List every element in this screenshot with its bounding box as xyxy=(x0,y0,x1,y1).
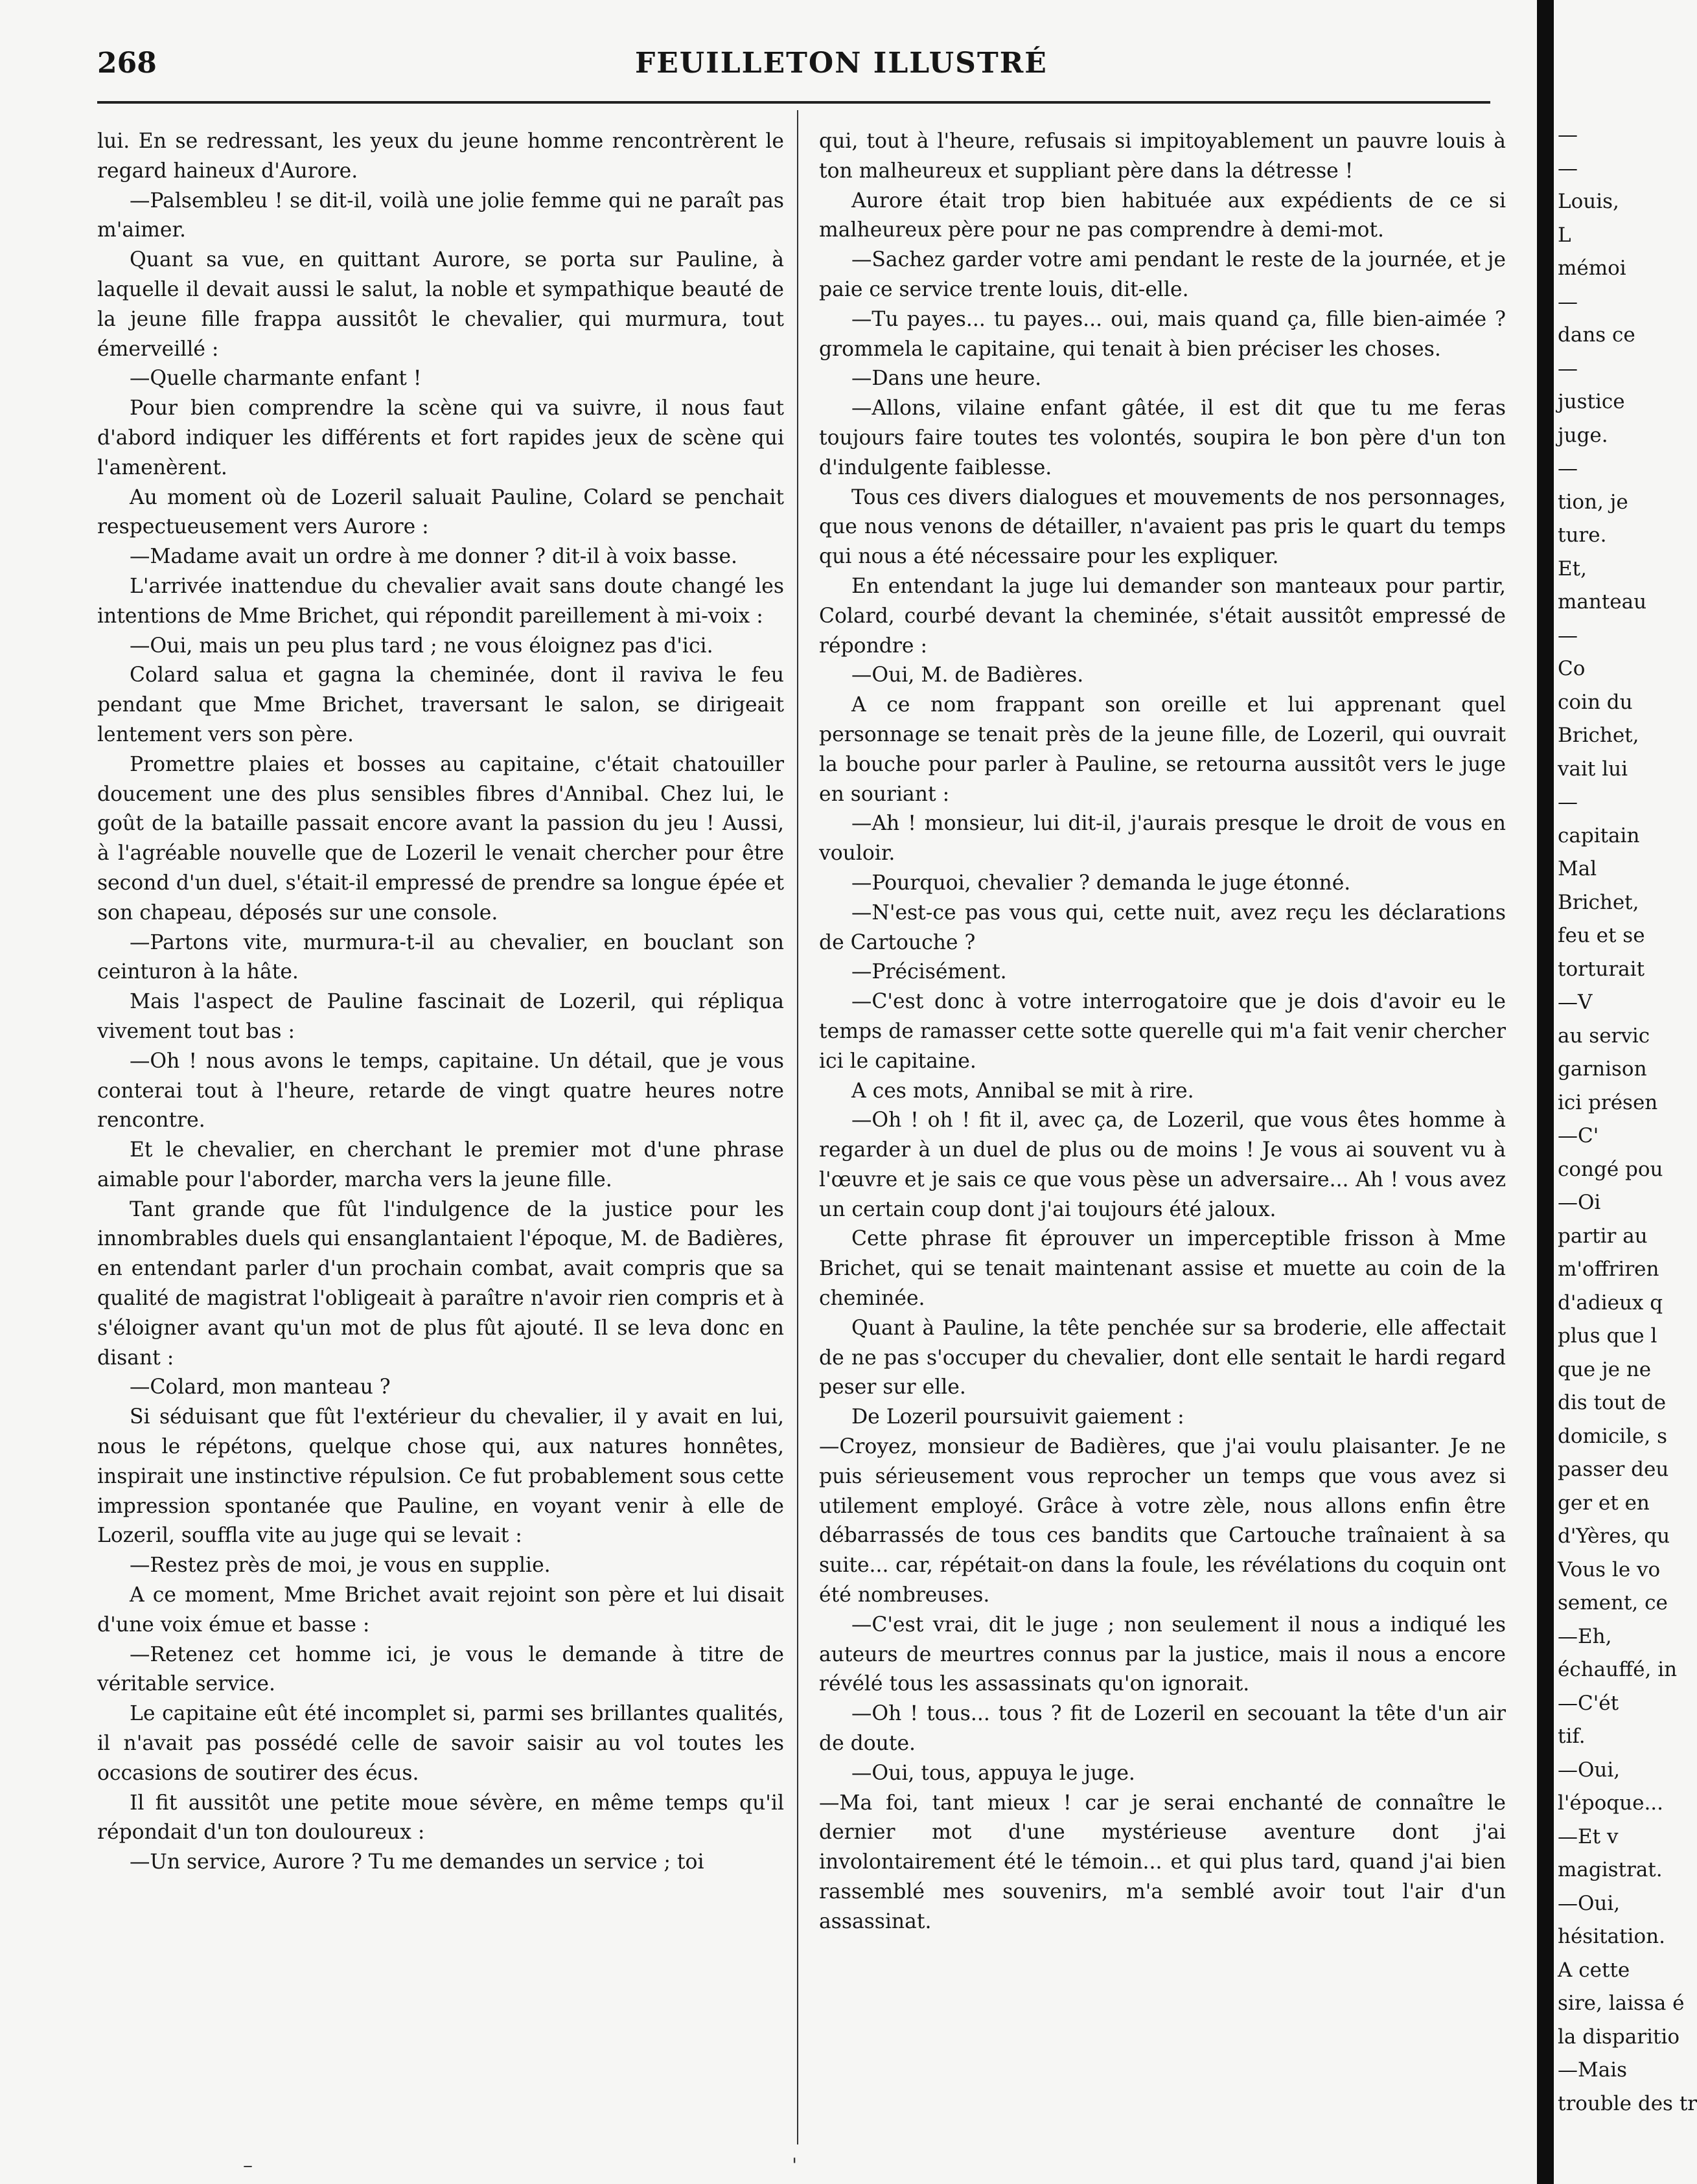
facing-page-fragment: ture. xyxy=(1558,523,1607,547)
paragraph: —Croyez, monsieur de Badières, que j'ai voulu plaisanter. Je ne puis sérieusement vous reprocher un temps que vous avez si utilement employé. Grâce à votre zèle, nous allons enfin être débarrassés de tous ces bandits que Cartouche traînaient à sa suite... car, répétait-on dans la foule, les révélations du coquin ont été nombreuses. xyxy=(819,1435,1506,1607)
facing-page-fragment: — xyxy=(1558,290,1578,314)
paragraph: —Ma foi, tant mieux ! car je serai enchanté de connaître le dernier mot d'une mystérieuse aventure dont j'ai involontairement été le témoin... et qui plus tard, quand j'ai bien rassemblé mes souvenirs, m'a semblé avoir tout l'air d'un assassinat. xyxy=(819,1791,1506,1933)
facing-page-fragment: hésitation. xyxy=(1558,1925,1665,1948)
facing-page-fragment: —Oui, xyxy=(1558,1891,1621,1915)
page-number: 268 xyxy=(97,47,157,80)
paragraph: Quant sa vue, en quittant Aurore, se porta sur Pauline, à laquelle il devait aussi le salut, la noble et sympathique beauté de la jeune fille frappa aussitôt le chevalier, qui murmura, tout émerveillé : xyxy=(97,248,784,361)
paragraph: —Sachez garder votre ami pendant le reste de la journée, et je paie ce service trente louis, dit-elle. xyxy=(819,248,1506,301)
facing-page-fragment: justice xyxy=(1558,390,1625,413)
paragraph: —Oh ! oh ! fit il, avec ça, de Lozeril, que vous êtes homme à regarder à un duel de plus ou de moins ! Je vous ai souvent vu à l'œuvre et je sais ce que vous pèse un adversaire... Ah ! vous avez un certain coup dont j'ai toujours été jaloux. xyxy=(819,1109,1506,1221)
facing-page-fragment: d'Yères, qu xyxy=(1558,1524,1670,1548)
facing-page-fragment: —Et v xyxy=(1558,1824,1619,1848)
facing-page-fragment: Et, xyxy=(1558,557,1587,580)
facing-page-fragment: A cette xyxy=(1558,1958,1630,1982)
paragraph: —Oui, mais un peu plus tard ; ne vous éloignez pas d'ici. xyxy=(130,634,713,658)
facing-page-fragment: capitain xyxy=(1558,823,1640,847)
facing-page-fragment: juge. xyxy=(1558,423,1608,447)
facing-page-fragment: ici présen xyxy=(1558,1090,1658,1114)
facing-page-fragment: échauffé, in xyxy=(1558,1658,1678,1681)
facing-page-fragment: — xyxy=(1558,457,1578,480)
facing-page-fragment: ger et en xyxy=(1558,1491,1650,1515)
facing-page-fragment: —Mais xyxy=(1558,2058,1628,2082)
facing-page-fragment: trouble des tr xyxy=(1558,2091,1697,2115)
paragraph: A ces mots, Annibal se mit à rire. xyxy=(851,1079,1194,1103)
facing-page-fragment: au servic xyxy=(1558,1024,1650,1048)
paragraph: Si séduisant que fût l'extérieur du chevalier, il y avait en lui, nous le répétons, quelque chose qui, aux natures honnêtes, inspirait une instinctive répulsion. Ce fut probablement sous cette impression spontanée que Pauline, en voyant venir à elle de Lozeril, souffla vite au juge qui se levait : xyxy=(97,1405,784,1548)
facing-page-fragment: Brichet, xyxy=(1558,724,1639,747)
facing-page-fragment: congé pou xyxy=(1558,1157,1663,1181)
column-divider xyxy=(797,110,798,2144)
binding-shadow xyxy=(1537,0,1554,2184)
middle-column xyxy=(819,127,1506,1937)
paragraph: —Allons, vilaine enfant gâtée, il est dit que tu me feras toujours faire toutes tes volontés, soupira le bon père d'un ton d'indulgente faiblesse. xyxy=(819,397,1506,479)
facing-page-fragment: Louis, xyxy=(1558,190,1619,213)
facing-page-fragment: —Oi xyxy=(1558,1191,1601,1214)
paragraph: —N'est-ce pas vous qui, cette nuit, avez reçu les déclarations de Cartouche ? xyxy=(819,901,1506,954)
paragraph: qui, tout à l'heure, refusais si impitoyablement un pauvre louis à ton malheureux et suppliant père dans la détresse ! xyxy=(819,130,1506,183)
facing-page-fragment: L xyxy=(1558,223,1571,247)
paragraph: Et le chevalier, en cherchant le premier mot d'une phrase aimable pour l'aborder, marcha vers la jeune fille. xyxy=(97,1138,784,1191)
paragraph: —Oui, tous, appuya le juge. xyxy=(851,1761,1135,1785)
paragraph: —C'est vrai, dit le juge ; non seulement il nous a indiqué les auteurs de meurtres connus par la justice, mais il nous a encore révélé tous les assassinats qu'on ignorait. xyxy=(819,1613,1506,1696)
paragraph: Promettre plaies et bosses au capitaine, c'était chatouiller doucement une des plus sensibles fibres d'Annibal. Chez lui, le goût de la bataille passait encore avant la passion du jeu ! Aussi, à l'agréable nouvelle que de Lozeril le venait chercher pour être second d'un duel, s'était-il empressé de prendre sa longue épée et son chapeau, déposés sur une console. xyxy=(97,752,784,925)
paragraph: Mais l'aspect de Pauline fascinait de Lozeril, qui répliqua vivement tout bas : xyxy=(97,990,784,1043)
facing-page-fragment: d'adieux q xyxy=(1558,1291,1663,1315)
facing-page-fragment: —V xyxy=(1558,991,1593,1014)
paragraph: Pour bien comprendre la scène qui va suivre, il nous faut d'abord indiquer les différents et fort rapides jeux de scène qui l'amenèrent. xyxy=(97,397,784,479)
facing-page-fragment: — xyxy=(1558,356,1578,380)
facing-page-fragment: passer deu xyxy=(1558,1458,1669,1481)
paragraph: Il fit aussitôt une petite moue sévère, en même temps qu'il répondait d'un ton douloureux : xyxy=(97,1791,784,1845)
paragraph: —Colard, mon manteau ? xyxy=(130,1375,391,1399)
facing-page-fragment: plus que l xyxy=(1558,1324,1657,1348)
paragraph: —Précisément. xyxy=(851,960,1007,984)
facing-page-fragment: magistrat. xyxy=(1558,1858,1663,1881)
paragraph: A ce moment, Mme Brichet avait rejoint son père et lui disait d'une voix émue et basse : xyxy=(97,1583,784,1637)
paragraph: —Madame avait un ordre à me donner ? dit-il à voix basse. xyxy=(130,545,737,569)
facing-page-fragment: garnison xyxy=(1558,1057,1647,1081)
paragraph: En entendant la juge lui demander son manteaux pour partir, Colard, courbé devant la cheminée, s'était aussitôt empressé de répondre : xyxy=(819,574,1506,658)
paragraph: —Tu payes... tu payes... oui, mais quand ça, fille bien-aimée ? grommela le capitaine, qui tenait à bien préciser les choses. xyxy=(819,307,1506,361)
paragraph: Tant grande que fût l'indulgence de la justice pour les innombrables duels qui ensanglantaient l'époque, M. de Badières, en entendant parler d'un prochain combat, avait compris que sa qualité de magistrat l'obligeait à paraître n'avoir rien compris et à s'éloigner avant qu'un mot de plus fût ajouté. Il se leva donc en disant : xyxy=(97,1197,784,1370)
facing-page-fragment: — xyxy=(1558,156,1578,180)
facing-page-fragment: sire, laissa é xyxy=(1558,1992,1685,2015)
bottom-mark-center: ' xyxy=(792,2154,798,2177)
paragraph: Colard salua et gagna la cheminée, dont il raviva le feu pendant que Mme Brichet, traversant le salon, se dirigeait lentement vers son père. xyxy=(97,663,784,746)
paragraph: —Retenez cet homme ici, je vous le demande à titre de véritable service. xyxy=(97,1642,784,1696)
facing-page-fragment: dans ce xyxy=(1558,323,1635,347)
facing-page-fragment: torturait xyxy=(1558,957,1645,981)
paragraph: —Oh ! tous... tous ? fit de Lozeril en secouant la tête d'un air de doute. xyxy=(819,1702,1506,1756)
paragraph: Aurore était trop bien habituée aux expédients de ce si malheureux père pour ne pas comprendre à demi-mot. xyxy=(819,189,1506,242)
facing-page-fragment: —C'ét xyxy=(1558,1691,1619,1715)
facing-page-fragment: — xyxy=(1558,790,1578,814)
facing-page-fragment: Mal xyxy=(1558,857,1597,880)
paragraph: —C'est donc à votre interrogatoire que je dois d'avoir eu le temps de ramasser cette sotte querelle qui m'a fait venir chercher ici le capitaine. xyxy=(819,990,1506,1073)
facing-page-strip xyxy=(1554,0,1697,2184)
facing-page-fragment: tif. xyxy=(1558,1725,1586,1748)
paragraph: Quant à Pauline, la tête penchée sur sa broderie, elle affectait de ne pas s'occuper du chevalier, dont elle sentait le hardi regard peser sur elle. xyxy=(819,1316,1506,1399)
facing-page-fragment: Co xyxy=(1558,657,1586,680)
facing-page-fragment: feu et se xyxy=(1558,924,1645,947)
facing-page-fragment: Brichet, xyxy=(1558,890,1639,914)
paragraph: —Oui, M. de Badières. xyxy=(851,663,1084,687)
paragraph: —Restez près de moi, je vous en supplie. xyxy=(130,1554,551,1578)
facing-page-fragment: —C' xyxy=(1558,1124,1599,1147)
paragraph: Cette phrase fit éprouver un imperceptible frisson à Mme Brichet, qui se tenait maintenant assise et muette au coin de la cheminée. xyxy=(819,1227,1506,1311)
paragraph: —Pourquoi, chevalier ? demanda le juge étonné. xyxy=(851,871,1351,895)
facing-page-fragment: tion, je xyxy=(1558,490,1628,514)
bottom-mark-left: – xyxy=(243,2154,253,2177)
paragraph: L'arrivée inattendue du chevalier avait sans doute changé les intentions de Mme Brichet, qui répondit pareillement à mi-voix : xyxy=(97,574,784,628)
header-rule xyxy=(97,101,1490,104)
facing-page-fragment: sement, ce xyxy=(1558,1591,1668,1615)
paragraph: A ce nom frappant son oreille et lui apprenant quel personnage se tenait près de la jeune fille, de Lozeril, qui ouvrait la bouche pour parler à Pauline, se retourna aussitôt vers le juge en souriant : xyxy=(819,693,1506,806)
paragraph: —Ah ! monsieur, lui dit-il, j'aurais presque le droit de vous en vouloir. xyxy=(819,812,1506,866)
paragraph: —Quelle charmante enfant ! xyxy=(130,367,422,391)
facing-page-fragment: m'offriren xyxy=(1558,1258,1659,1281)
paragraph: Le capitaine eût été incomplet si, parmi ses brillantes qualités, il n'avait pas possédé celle de savoir saisir au vol toutes les occasions de soutirer des écus. xyxy=(97,1702,784,1785)
facing-page-fragment: — xyxy=(1558,623,1578,647)
facing-page-fragment: manteau xyxy=(1558,590,1647,614)
facing-page-fragment: la disparitio xyxy=(1558,2025,1680,2049)
facing-page-fragment: —Eh, xyxy=(1558,1624,1612,1648)
paragraph: lui. En se redressant, les yeux du jeune homme rencontrèrent le regard haineux d'Aurore. xyxy=(97,130,784,183)
facing-page-fragment: mémoi xyxy=(1558,257,1626,280)
paragraph: —Oh ! nous avons le temps, capitaine. Un détail, que je vous conterai tout à l'heure, retarde de vingt quatre heures notre rencontre. xyxy=(97,1049,784,1132)
facing-page-fragment: domicile, s xyxy=(1558,1424,1667,1448)
paragraph: De Lozeril poursuivit gaiement : xyxy=(851,1405,1184,1429)
paragraph: Au moment où de Lozeril saluait Pauline, Colard se penchait respectueusement vers Aurore : xyxy=(97,485,784,539)
paragraph: Tous ces divers dialogues et mouvements de nos personnages, que nous venons de détailler, n'avaient pas pris le quart du temps qui nous a été nécessaire pour les expliquer. xyxy=(819,485,1506,569)
running-title: FEUILLETON ILLUSTRÉ xyxy=(635,47,1048,80)
left-column xyxy=(97,127,784,1878)
paragraph: —Partons vite, murmura-t-il au chevalier, en bouclant son ceinturon à la hâte. xyxy=(97,930,784,984)
paragraph: —Un service, Aurore ? Tu me demandes un service ; toi xyxy=(130,1850,704,1874)
facing-page-fragment: Vous le vo xyxy=(1558,1558,1661,1581)
facing-page-fragment: coin du xyxy=(1558,690,1633,714)
facing-page-fragment: vait lui xyxy=(1558,757,1628,781)
paragraph: —Dans une heure. xyxy=(851,367,1042,391)
facing-page-fragment: partir au xyxy=(1558,1224,1648,1248)
facing-page-fragment: — xyxy=(1558,123,1578,146)
facing-page-fragment: dis tout de xyxy=(1558,1391,1667,1414)
facing-page-fragment: l'époque... xyxy=(1558,1791,1664,1815)
facing-page-fragment: que je ne xyxy=(1558,1357,1652,1381)
paragraph: —Palsembleu ! se dit-il, voilà une jolie femme qui ne paraît pas m'aimer. xyxy=(97,189,784,242)
facing-page-fragment: —Oui, xyxy=(1558,1758,1621,1782)
